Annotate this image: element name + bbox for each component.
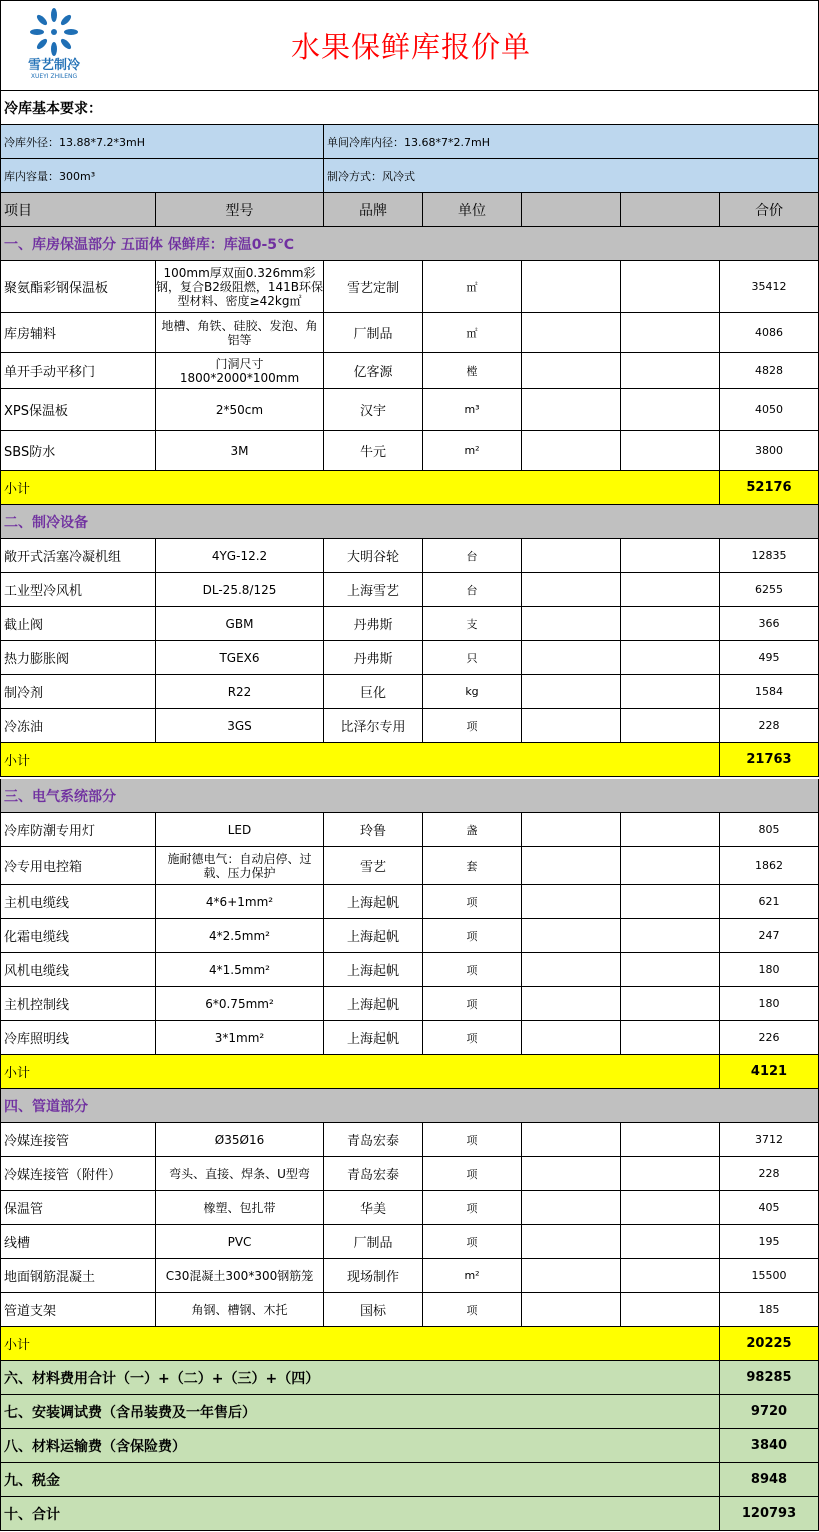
price-cell: 228 [758, 1167, 780, 1180]
blank-cell [621, 641, 720, 674]
blank-cell [621, 1225, 720, 1258]
model-cell: 地槽、角铁、硅胶、发泡、角铝等 [156, 313, 324, 352]
price-cell: 12835 [751, 549, 787, 562]
model-cell: 3*1mm² [156, 1021, 324, 1054]
blank-cell [621, 1293, 720, 1326]
col-model: 型号 [156, 193, 324, 226]
item-cell: 线槽 [1, 1225, 156, 1258]
blank-cell [522, 573, 621, 606]
requirements-capacity-row [0, 159, 819, 193]
item-cell: 冷冻油 [1, 709, 156, 742]
total-value: 120793 [741, 1506, 797, 1521]
col-blank-2 [621, 193, 720, 226]
blank-cell [621, 885, 720, 918]
model-cell: PVC [156, 1225, 324, 1258]
section-title: 一、库房保温部分 五面体 保鲜库：库温0-5℃ [4, 236, 294, 253]
unit-cell: 盏 [423, 813, 522, 846]
item-cell: 热力膨胀阀 [1, 641, 156, 674]
brand-cell: 厂制品 [324, 1225, 423, 1258]
item-cell: 主机电缆线 [1, 885, 156, 918]
logo-text: 雪艺制冷 [27, 58, 80, 73]
table-row [0, 885, 819, 919]
table-row [0, 353, 819, 389]
blank-cell [621, 847, 720, 884]
item-cell: 地面钢筋混凝土 [1, 1259, 156, 1292]
item-cell: 工业型冷风机 [1, 573, 156, 606]
total-value: 98285 [746, 1370, 792, 1385]
total-value: 3840 [750, 1438, 788, 1453]
model-cell: LED [156, 813, 324, 846]
total-label: 十、合计 [1, 1497, 720, 1530]
table-row [0, 1157, 819, 1191]
blank-cell [522, 1293, 621, 1326]
total-row [0, 1497, 819, 1531]
unit-cell: m³ [423, 389, 522, 430]
price-cell: 226 [758, 1031, 780, 1044]
unit-cell: 项 [423, 1157, 522, 1190]
table-row [0, 919, 819, 953]
blank-cell [522, 813, 621, 846]
price-cell: 247 [758, 929, 780, 942]
brand-cell: 丹弗斯 [324, 641, 423, 674]
model-cell: DL-25.8/125 [156, 573, 324, 606]
brand-cell: 大明谷轮 [324, 539, 423, 572]
model-cell: 角钢、槽钢、木托 [156, 1293, 324, 1326]
model-cell: 弯头、直接、焊条、U型弯 [156, 1157, 324, 1190]
total-label: 九、税金 [1, 1463, 720, 1496]
table-row [0, 389, 819, 431]
brand-cell: 上海起帆 [324, 953, 423, 986]
capacity: 库内容量：300m³ [1, 159, 324, 192]
blank-cell [522, 1123, 621, 1156]
section-title: 三、电气系统部分 [4, 788, 116, 805]
blank-cell [522, 261, 621, 312]
blank-cell [621, 1123, 720, 1156]
header-row [0, 0, 819, 91]
model-cell: R22 [156, 675, 324, 708]
item-cell: 截止阀 [1, 607, 156, 640]
price-cell: 3712 [755, 1133, 783, 1146]
unit-cell: m² [423, 431, 522, 470]
unit-cell: 项 [423, 1293, 522, 1326]
model-cell: C30混凝土300*300钢筋笼 [156, 1259, 324, 1292]
model-cell: 3M [156, 431, 324, 470]
model-cell: 门洞尺寸1800*2000*100mm [156, 353, 324, 388]
blank-cell [522, 389, 621, 430]
item-cell: 化霜电缆线 [1, 919, 156, 952]
total-label: 七、安装调试费（含吊装费及一年售后） [1, 1395, 720, 1428]
page-title-text: 水果保鲜库报价单 [290, 30, 531, 64]
blank-cell [621, 1021, 720, 1054]
brand-cell: 青岛宏泰 [324, 1157, 423, 1190]
subtotal-value: 21763 [746, 752, 792, 767]
price-cell: 35412 [751, 280, 787, 293]
table-row [0, 1225, 819, 1259]
blank-cell [522, 1157, 621, 1190]
table-row [0, 607, 819, 641]
unit-cell: m² [423, 1259, 522, 1292]
blank-cell [621, 539, 720, 572]
section-title: 二、制冷设备 [4, 514, 88, 531]
blank-cell [621, 709, 720, 742]
brand-cell: 国标 [324, 1293, 423, 1326]
table-row [0, 1191, 819, 1225]
price-cell: 621 [758, 895, 780, 908]
item-cell: 聚氨酯彩钢保温板 [1, 261, 156, 312]
blank-cell [522, 313, 621, 352]
unit-cell: 套 [423, 847, 522, 884]
blank-cell [522, 353, 621, 388]
item-cell: 库房辅料 [1, 313, 156, 352]
subtotal-row [0, 1055, 819, 1089]
blank-cell [621, 675, 720, 708]
item-cell: 冷媒连接管（附件） [1, 1157, 156, 1190]
section-title-row [0, 505, 819, 539]
unit-cell: ㎡ [423, 313, 522, 352]
model-cell: 4*6+1mm² [156, 885, 324, 918]
brand-cell: 比泽尔专用 [324, 709, 423, 742]
snowflake-logo-icon [28, 5, 80, 59]
brand-cell: 丹弗斯 [324, 607, 423, 640]
company-logo [19, 1, 89, 90]
blank-cell [522, 641, 621, 674]
table-row [0, 1259, 819, 1293]
blank-cell [522, 709, 621, 742]
price-cell: 4828 [755, 364, 783, 377]
price-cell: 366 [758, 617, 780, 630]
brand-cell: 玲鲁 [324, 813, 423, 846]
item-cell: SBS防水 [1, 431, 156, 470]
page-title [121, 1, 701, 90]
blank-cell [522, 885, 621, 918]
subtotal-label: 小计 [1, 1055, 720, 1088]
table-row [0, 539, 819, 573]
blank-cell [621, 813, 720, 846]
table-row [0, 847, 819, 885]
blank-cell [522, 607, 621, 640]
total-row [0, 1395, 819, 1429]
table-row [0, 813, 819, 847]
blank-cell [522, 1259, 621, 1292]
unit-cell: 项 [423, 919, 522, 952]
brand-cell: 厂制品 [324, 313, 423, 352]
blank-cell [621, 953, 720, 986]
unit-cell: 项 [423, 885, 522, 918]
item-cell: 敞开式活塞冷凝机组 [1, 539, 156, 572]
brand-cell: 亿客源 [324, 353, 423, 388]
table-row [0, 953, 819, 987]
subtotal-value: 20225 [746, 1336, 792, 1351]
item-cell: 制冷剂 [1, 675, 156, 708]
col-blank-1 [522, 193, 621, 226]
unit-cell: kg [423, 675, 522, 708]
item-cell: 主机控制线 [1, 987, 156, 1020]
total-row [0, 1361, 819, 1395]
blank-cell [522, 919, 621, 952]
table-row [0, 709, 819, 743]
item-cell: 风机电缆线 [1, 953, 156, 986]
unit-cell: 项 [423, 1191, 522, 1224]
subtotal-value: 52176 [746, 480, 792, 495]
blank-cell [621, 919, 720, 952]
blank-cell [621, 261, 720, 312]
blank-cell [621, 353, 720, 388]
brand-cell: 巨化 [324, 675, 423, 708]
table-row [0, 987, 819, 1021]
item-cell: 冷库照明线 [1, 1021, 156, 1054]
table-row [0, 675, 819, 709]
price-cell: 1584 [755, 685, 783, 698]
model-cell: 4YG-12.2 [156, 539, 324, 572]
total-row [0, 1463, 819, 1497]
brand-cell: 牛元 [324, 431, 423, 470]
unit-cell: 樘 [423, 353, 522, 388]
logo-subtext: XUEYI ZHILENG [30, 73, 78, 80]
blank-cell [522, 431, 621, 470]
model-cell: 施耐德电气：自动启停、过载、压力保护 [156, 847, 324, 884]
item-cell: 单开手动平移门 [1, 353, 156, 388]
unit-cell: 项 [423, 953, 522, 986]
blank-cell [522, 1021, 621, 1054]
col-brand: 品牌 [324, 193, 423, 226]
blank-cell [621, 431, 720, 470]
blank-cell [621, 389, 720, 430]
blank-cell [621, 1157, 720, 1190]
price-cell: 805 [758, 823, 780, 836]
model-cell: 4*1.5mm² [156, 953, 324, 986]
subtotal-label: 小计 [1, 471, 720, 504]
unit-cell: 台 [423, 539, 522, 572]
item-cell: 冷专用电控箱 [1, 847, 156, 884]
blank-cell [522, 1191, 621, 1224]
price-cell: 405 [758, 1201, 780, 1214]
total-value: 9720 [750, 1404, 788, 1419]
item-cell: 冷库防潮专用灯 [1, 813, 156, 846]
outer-size: 冷库外径：13.88*7.2*3mH [1, 125, 324, 158]
unit-cell: 只 [423, 641, 522, 674]
brand-cell: 上海起帆 [324, 1021, 423, 1054]
section-title-row [0, 1089, 819, 1123]
price-cell: 195 [758, 1235, 780, 1248]
price-cell: 1862 [755, 859, 783, 872]
price-cell: 228 [758, 719, 780, 732]
subtotal-row [0, 471, 819, 505]
subtotal-row [0, 743, 819, 777]
unit-cell: 项 [423, 1123, 522, 1156]
table-row [0, 1293, 819, 1327]
brand-cell: 上海起帆 [324, 987, 423, 1020]
brand-cell: 雪艺定制 [324, 261, 423, 312]
brand-cell: 雪艺 [324, 847, 423, 884]
unit-cell: 台 [423, 573, 522, 606]
total-value: 8948 [750, 1472, 788, 1487]
price-cell: 6255 [755, 583, 783, 596]
table-row [0, 573, 819, 607]
item-cell: XPS保温板 [1, 389, 156, 430]
model-cell: 6*0.75mm² [156, 987, 324, 1020]
model-cell: 100mm厚双面0.326mm彩钢，复合B2级阻燃，141B环保型材料、密度≥42kg㎡ [156, 261, 324, 312]
price-cell: 15500 [751, 1269, 787, 1282]
brand-cell: 青岛宏泰 [324, 1123, 423, 1156]
column-header-row [0, 193, 819, 227]
inner-size: 单间冷库内径：13.68*7*2.7mH [327, 135, 490, 149]
blank-cell [522, 953, 621, 986]
brand-cell: 上海起帆 [324, 885, 423, 918]
unit-cell: ㎡ [423, 261, 522, 312]
table-row [0, 261, 819, 313]
col-price: 合价 [755, 202, 783, 219]
table-row [0, 431, 819, 471]
brand-cell: 汉宇 [324, 389, 423, 430]
model-cell: Ø35Ø16 [156, 1123, 324, 1156]
price-cell: 4050 [755, 403, 783, 416]
brand-cell: 现场制作 [324, 1259, 423, 1292]
price-cell: 4086 [755, 326, 783, 339]
section-title-row [0, 779, 819, 813]
price-cell: 180 [758, 963, 780, 976]
blank-cell [522, 847, 621, 884]
subtotal-value: 4121 [750, 1064, 788, 1079]
unit-cell: 项 [423, 987, 522, 1020]
section-title-row [0, 227, 819, 261]
subtotal-label: 小计 [1, 1327, 720, 1360]
price-cell: 495 [758, 651, 780, 664]
blank-cell [522, 987, 621, 1020]
item-cell: 管道支架 [1, 1293, 156, 1326]
col-item: 项目 [1, 193, 156, 226]
col-unit: 单位 [423, 193, 522, 226]
total-row [0, 1429, 819, 1463]
unit-cell: 项 [423, 1225, 522, 1258]
subtotal-row [0, 1327, 819, 1361]
model-cell: TGEX6 [156, 641, 324, 674]
blank-cell [621, 313, 720, 352]
price-cell: 185 [758, 1303, 780, 1316]
section-title: 四、管道部分 [4, 1098, 88, 1115]
item-cell: 冷媒连接管 [1, 1123, 156, 1156]
model-cell: 橡塑、包扎带 [156, 1191, 324, 1224]
subtotal-label: 小计 [1, 743, 720, 776]
table-row [0, 1123, 819, 1157]
unit-cell: 支 [423, 607, 522, 640]
cooling-method: 制冷方式：风冷式 [327, 169, 415, 183]
blank-cell [522, 539, 621, 572]
blank-cell [621, 1191, 720, 1224]
table-row [0, 1021, 819, 1055]
table-row [0, 641, 819, 675]
model-cell: 3GS [156, 709, 324, 742]
blank-cell [621, 573, 720, 606]
model-cell: GBM [156, 607, 324, 640]
requirements-heading: 冷库基本要求： [4, 100, 102, 117]
requirements-size-row [0, 125, 819, 159]
brand-cell: 上海雪艺 [324, 573, 423, 606]
total-label: 八、材料运输费（含保险费） [1, 1429, 720, 1462]
unit-cell: 项 [423, 709, 522, 742]
price-cell: 3800 [755, 444, 783, 457]
price-cell: 180 [758, 997, 780, 1010]
blank-cell [522, 1225, 621, 1258]
unit-cell: 项 [423, 1021, 522, 1054]
total-label: 六、材料费用合计（一）+（二）+（三）+（四） [1, 1361, 720, 1394]
model-cell: 2*50cm [156, 389, 324, 430]
blank-cell [522, 675, 621, 708]
brand-cell: 华美 [324, 1191, 423, 1224]
blank-cell [621, 1259, 720, 1292]
blank-cell [621, 987, 720, 1020]
blank-cell [621, 607, 720, 640]
requirements-heading-row [0, 91, 819, 125]
brand-cell: 上海起帆 [324, 919, 423, 952]
table-row [0, 313, 819, 353]
item-cell: 保温管 [1, 1191, 156, 1224]
model-cell: 4*2.5mm² [156, 919, 324, 952]
